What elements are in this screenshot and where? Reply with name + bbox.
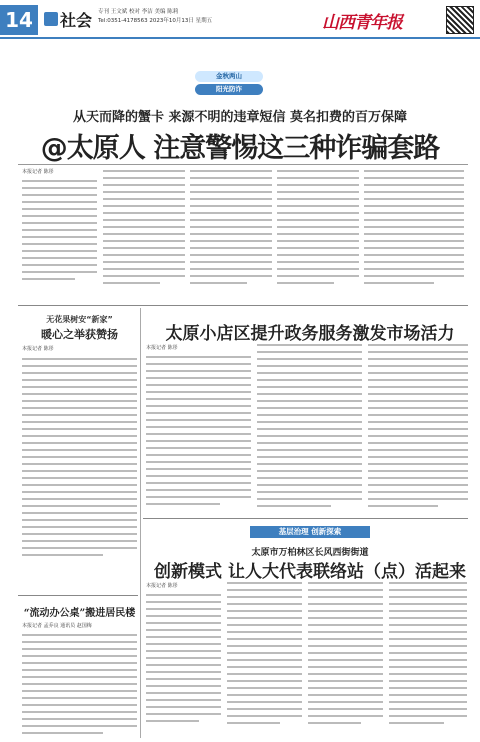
section-divider-2: [18, 595, 138, 596]
story5-col-3: [308, 582, 383, 729]
lead-col-3: [190, 170, 272, 289]
banner-line1: 金秋两山: [195, 71, 263, 82]
lead-col-2: [103, 170, 185, 289]
lead-byline: 本报记者 陈彤: [22, 169, 54, 175]
lead-col-4: [277, 170, 359, 289]
column-divider: [140, 308, 141, 738]
story5-kicker: 基层治理 创新探索: [250, 526, 370, 538]
section-icon: [44, 12, 58, 26]
masthead-logo: 山西青年报: [322, 13, 402, 33]
story2-byline: 本报记者 陈彤: [22, 346, 54, 352]
story3-headline: 太原小店区提升政务服务激发市场活力: [165, 324, 455, 344]
page-number: 14: [0, 5, 38, 35]
banner-line2: 阳光防诈: [195, 84, 263, 95]
story4-byline: 本报记者 孟乔良 通讯员 赵国梅: [22, 623, 92, 629]
story3-col-2: [257, 344, 362, 512]
story3-byline: 本报记者 陈彤: [146, 345, 178, 351]
story2-headline: 暖心之举获赞扬: [41, 328, 118, 341]
qr-code-icon: [446, 6, 474, 34]
header-rule: [0, 37, 480, 39]
story5-col-4: [389, 582, 467, 729]
story3-col-1: [146, 356, 251, 510]
story4-body: [22, 634, 137, 739]
story5-headline: 创新模式 让人大代表联络站（点）活起来: [154, 562, 466, 582]
story2-pre: 无花果树安“新家”: [46, 315, 113, 324]
story5-pre: 太原市万柏林区长风西街街道: [251, 548, 369, 558]
section-divider-3: [143, 518, 468, 519]
story3-col-3: [368, 344, 468, 512]
lead-rule: [18, 164, 468, 165]
section-divider-1: [18, 305, 468, 306]
story5-col-1: [146, 594, 221, 727]
contact-line: Tel:0351-4178563 2023年10月13日 星期五: [98, 18, 213, 24]
story5-col-2: [227, 582, 302, 729]
story2-body: [22, 358, 137, 561]
story4-headline: “流动办公桌”搬进居民楼: [23, 608, 136, 619]
banner: [195, 71, 263, 101]
lead-col-1: [22, 180, 97, 285]
lead-col-5: [364, 170, 464, 289]
editor-line: 专刊 王文斌 校对 李洁 美编 陈莉: [98, 9, 179, 15]
section-title: 社会: [60, 11, 93, 30]
lead-headline-main: @太原人 注意警惕这三种诈骗套路: [40, 133, 440, 164]
lead-headline-top: 从天而降的蟹卡 来源不明的违章短信 莫名扣费的百万保障: [72, 110, 408, 125]
story5-byline: 本报记者 陈彤: [146, 583, 178, 589]
